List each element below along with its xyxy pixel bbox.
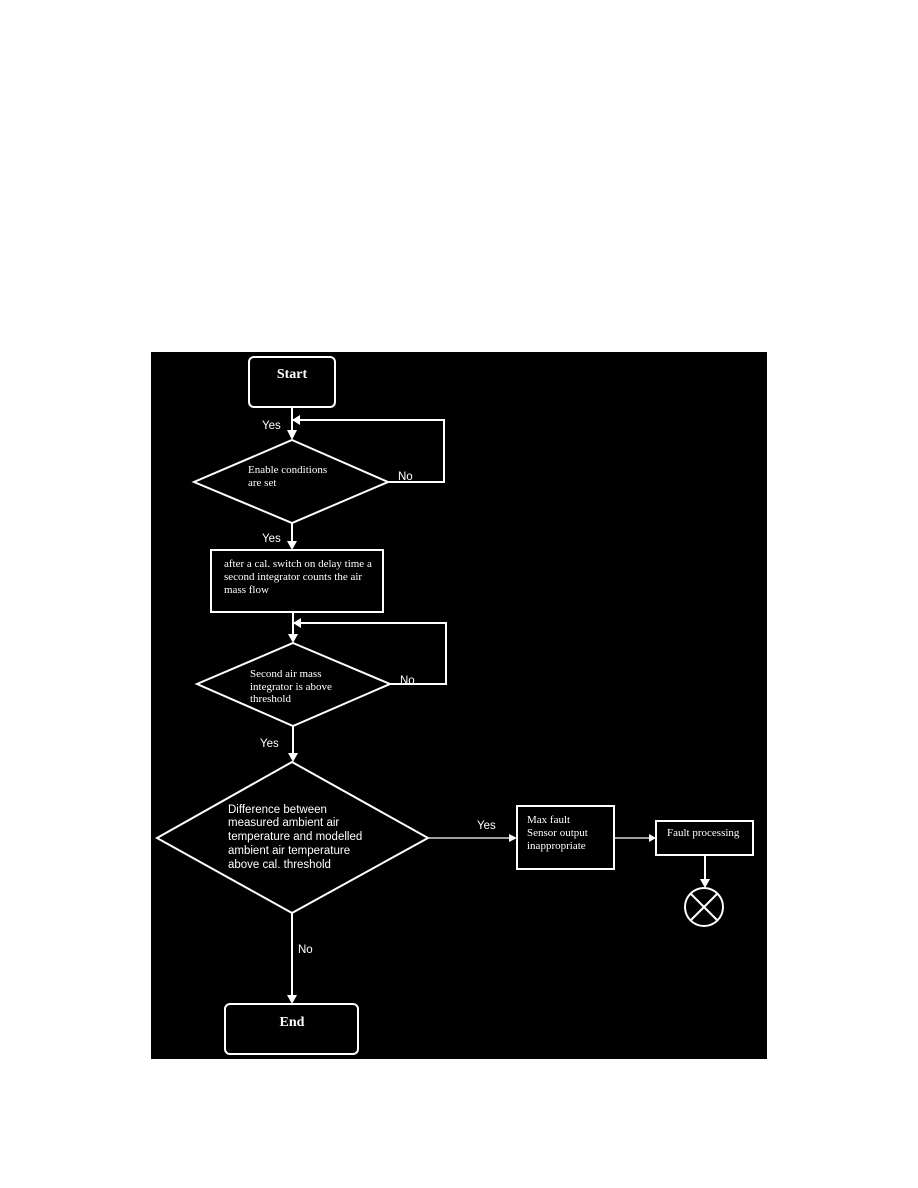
diagram-panel: [151, 352, 767, 1059]
decision-enable-text: Enable conditions are set: [248, 464, 328, 489]
label-yes-start: Yes: [262, 420, 281, 432]
process-integrator-text: after a cal. switch on delay time a second integrator counts the air mass flow: [224, 558, 372, 596]
label-yes-integrator: Yes: [262, 533, 281, 545]
label-yes-maxfault: Yes: [477, 820, 496, 832]
start-label: Start: [276, 367, 308, 382]
process-fault-processing-text: Fault processing: [667, 827, 740, 839]
decision-threshold-text: Second air mass integrator is above threshold: [250, 668, 332, 705]
process-max-fault-text: Max fault Sensor output inappropriate: [527, 814, 588, 852]
label-no-threshold: No: [400, 675, 415, 687]
decision-difference-text: Difference between measured ambient air temperature and modelled ambient air temperature above cal. threshold: [228, 804, 363, 871]
label-yes-difference: Yes: [260, 738, 279, 750]
label-no-enable: No: [398, 471, 413, 483]
label-no-end: No: [298, 944, 313, 956]
end-label: End: [279, 1015, 305, 1030]
